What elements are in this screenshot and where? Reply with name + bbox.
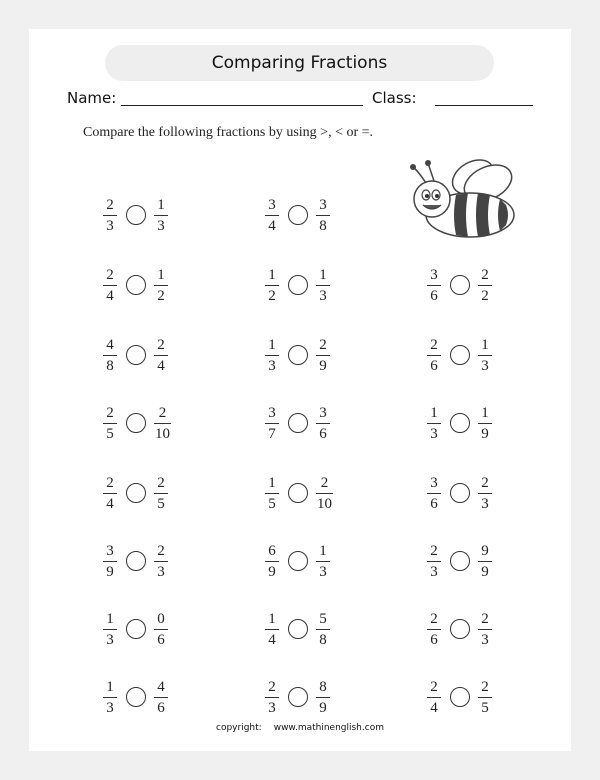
denominator: 3 [481, 357, 489, 374]
numerator: 3 [268, 196, 276, 213]
comparison-problem [103, 539, 203, 583]
right-fraction [478, 611, 492, 648]
numerator: 2 [430, 678, 438, 695]
fraction-bar [103, 355, 117, 356]
answer-circle[interactable] [450, 483, 470, 503]
answer-circle[interactable] [288, 205, 308, 225]
answer-circle[interactable] [126, 345, 146, 365]
numerator: 2 [268, 678, 276, 695]
numerator: 2 [106, 404, 114, 421]
fraction-bar [316, 285, 330, 286]
answer-circle[interactable] [288, 619, 308, 639]
left-fraction [427, 337, 441, 374]
denominator: 10 [155, 425, 170, 442]
numerator: 2 [106, 196, 114, 213]
numerator: 4 [157, 678, 165, 695]
left-fraction [427, 405, 441, 442]
fraction-bar [478, 423, 492, 424]
right-fraction [316, 679, 330, 716]
comparison-problem [103, 401, 203, 445]
numerator: 1 [430, 404, 438, 421]
denominator: 3 [319, 563, 327, 580]
numerator: 6 [268, 542, 276, 559]
denominator: 4 [268, 631, 276, 648]
comparison-problem [103, 263, 203, 307]
comparison-problem [103, 471, 203, 515]
right-fraction [478, 679, 492, 716]
numerator: 2 [430, 610, 438, 627]
worksheet-title [105, 45, 494, 81]
fraction-bar [316, 355, 330, 356]
answer-circle[interactable] [126, 275, 146, 295]
right-fraction [316, 337, 330, 374]
fraction-bar [103, 285, 117, 286]
left-fraction [265, 405, 279, 442]
comparison-problem [103, 333, 203, 377]
numerator: 2 [430, 542, 438, 559]
right-fraction [154, 475, 168, 512]
denominator: 3 [268, 357, 276, 374]
comparison-problem [265, 607, 365, 651]
comparison-problem [103, 607, 203, 651]
comparison-problem [427, 401, 527, 445]
answer-circle[interactable] [126, 205, 146, 225]
answer-circle[interactable] [126, 413, 146, 433]
denominator: 2 [268, 287, 276, 304]
numerator: 2 [320, 474, 329, 491]
comparison-problem [427, 675, 527, 719]
comparison-problem [265, 193, 365, 237]
answer-circle[interactable] [450, 687, 470, 707]
numerator: 2 [481, 266, 489, 283]
numerator: 2 [106, 266, 114, 283]
right-fraction [154, 543, 168, 580]
numerator: 2 [481, 678, 489, 695]
numerator: 2 [157, 542, 165, 559]
left-fraction [265, 679, 279, 716]
denominator: 3 [106, 217, 114, 234]
instruction-text: Compare the following fractions by using >, < or =. [83, 125, 374, 140]
numerator: 1 [268, 474, 276, 491]
fraction-bar [265, 629, 279, 630]
denominator: 5 [106, 425, 114, 442]
left-fraction [265, 267, 279, 304]
numerator: 1 [106, 678, 114, 695]
denominator: 9 [106, 563, 114, 580]
denominator: 9 [481, 563, 489, 580]
fraction-bar [427, 285, 441, 286]
fraction-bar [478, 493, 492, 494]
denominator: 9 [319, 357, 327, 374]
fraction-bar [154, 493, 168, 494]
left-fraction [427, 679, 441, 716]
fraction-bar [478, 561, 492, 562]
fraction-bar [427, 561, 441, 562]
fraction-bar [265, 493, 279, 494]
right-fraction [154, 611, 168, 648]
denominator: 5 [481, 699, 489, 716]
fraction-bar [154, 215, 168, 216]
denominator: 10 [317, 495, 332, 512]
numerator: 1 [268, 266, 276, 283]
fraction-bar [427, 629, 441, 630]
left-fraction [265, 337, 279, 374]
fraction-bar [103, 215, 117, 216]
left-fraction [103, 197, 117, 234]
comparison-problem [265, 471, 365, 515]
fraction-bar [427, 697, 441, 698]
numerator: 1 [319, 266, 327, 283]
left-fraction [427, 267, 441, 304]
answer-circle[interactable] [450, 619, 470, 639]
name-blank-line[interactable] [121, 105, 363, 106]
numerator: 2 [481, 610, 489, 627]
denominator: 5 [157, 495, 165, 512]
left-fraction [103, 679, 117, 716]
denominator: 9 [319, 699, 327, 716]
denominator: 3 [106, 631, 114, 648]
denominator: 3 [106, 699, 114, 716]
fraction-bar [103, 493, 117, 494]
fraction-bar [316, 423, 330, 424]
copyright-label: copyright: [216, 723, 262, 733]
numerator: 3 [430, 474, 438, 491]
answer-circle[interactable] [126, 619, 146, 639]
right-fraction [478, 475, 492, 512]
name-class-row [67, 89, 537, 111]
numerator: 5 [319, 610, 327, 627]
numerator: 9 [481, 542, 489, 559]
denominator: 8 [319, 631, 327, 648]
denominator: 3 [319, 287, 327, 304]
fraction-bar [154, 423, 171, 424]
fraction-bar [154, 697, 168, 698]
right-fraction [154, 267, 168, 304]
numerator: 2 [158, 404, 167, 421]
comparison-problem [103, 193, 203, 237]
numerator: 1 [268, 610, 276, 627]
denominator: 3 [481, 495, 489, 512]
numerator: 3 [319, 196, 327, 213]
left-fraction [265, 197, 279, 234]
numerator: 3 [430, 266, 438, 283]
answer-circle[interactable] [450, 275, 470, 295]
numerator: 2 [157, 474, 165, 491]
left-fraction [103, 337, 117, 374]
left-fraction [265, 475, 279, 512]
denominator: 3 [157, 217, 165, 234]
name-label: Name: [67, 89, 117, 107]
answer-circle[interactable] [288, 413, 308, 433]
numerator: 3 [106, 542, 114, 559]
fraction-bar [265, 355, 279, 356]
fraction-bar [103, 697, 117, 698]
denominator: 6 [157, 631, 165, 648]
denominator: 7 [268, 425, 276, 442]
fraction-bar [316, 629, 330, 630]
denominator: 3 [430, 563, 438, 580]
left-fraction [265, 543, 279, 580]
comparison-problem [265, 263, 365, 307]
fraction-bar [154, 355, 168, 356]
comparison-problem [427, 333, 527, 377]
right-fraction [154, 679, 168, 716]
fraction-bar [103, 629, 117, 630]
denominator: 4 [106, 495, 114, 512]
worksheet [29, 29, 571, 751]
fraction-bar [427, 423, 441, 424]
numerator: 1 [481, 336, 489, 353]
fraction-bar [316, 215, 330, 216]
fraction-bar [265, 561, 279, 562]
right-fraction [478, 405, 492, 442]
left-fraction [103, 475, 117, 512]
denominator: 4 [430, 699, 438, 716]
numerator: 3 [319, 404, 327, 421]
left-fraction [103, 543, 117, 580]
numerator: 1 [157, 266, 165, 283]
denominator: 3 [268, 699, 276, 716]
class-label: Class: [372, 89, 417, 107]
comparison-problem [265, 675, 365, 719]
right-fraction [316, 543, 330, 580]
denominator: 4 [268, 217, 276, 234]
comparison-problem [265, 539, 365, 583]
denominator: 3 [481, 631, 489, 648]
numerator: 2 [481, 474, 489, 491]
right-fraction [316, 405, 330, 442]
denominator: 4 [106, 287, 114, 304]
comparison-problem [103, 675, 203, 719]
fraction-bar [154, 561, 168, 562]
fraction-bar [103, 423, 117, 424]
comparison-problem [265, 401, 365, 445]
denominator: 8 [319, 217, 327, 234]
comparison-problem [427, 263, 527, 307]
fraction-bar [427, 493, 441, 494]
denominator: 9 [268, 563, 276, 580]
numerator: 1 [157, 196, 165, 213]
class-blank-line[interactable] [435, 105, 533, 106]
left-fraction [427, 611, 441, 648]
denominator: 6 [157, 699, 165, 716]
fraction-bar [265, 285, 279, 286]
denominator: 3 [430, 425, 438, 442]
right-fraction [478, 543, 492, 580]
fraction-bar [265, 215, 279, 216]
fraction-bar [478, 285, 492, 286]
copyright-site: www.mathinenglish.com [273, 723, 384, 733]
right-fraction [478, 337, 492, 374]
answer-circle[interactable] [126, 551, 146, 571]
fraction-bar [103, 561, 117, 562]
title-text: Comparing Fractions [211, 53, 388, 73]
denominator: 6 [319, 425, 327, 442]
fraction-bar [478, 697, 492, 698]
numerator: 1 [268, 336, 276, 353]
answer-circle[interactable] [126, 687, 146, 707]
right-fraction [478, 267, 492, 304]
left-fraction [265, 611, 279, 648]
numerator: 1 [319, 542, 327, 559]
denominator: 2 [481, 287, 489, 304]
numerator: 2 [106, 474, 114, 491]
fraction-bar [427, 355, 441, 356]
denominator: 8 [106, 357, 114, 374]
numerator: 2 [157, 336, 165, 353]
numerator: 2 [319, 336, 327, 353]
answer-circle[interactable] [126, 483, 146, 503]
answer-circle[interactable] [450, 413, 470, 433]
fraction-bar [265, 423, 279, 424]
answer-circle[interactable] [288, 551, 308, 571]
answer-circle[interactable] [450, 551, 470, 571]
right-fraction [154, 337, 168, 374]
fraction-bar [478, 355, 492, 356]
fraction-bar [154, 629, 168, 630]
right-fraction [316, 475, 333, 512]
answer-circle[interactable] [288, 687, 308, 707]
answer-circle[interactable] [288, 345, 308, 365]
numerator: 3 [268, 404, 276, 421]
denominator: 3 [157, 563, 165, 580]
comparison-problem [427, 607, 527, 651]
bee-icon [408, 153, 520, 245]
fraction-bar [265, 697, 279, 698]
denominator: 2 [157, 287, 165, 304]
numerator: 8 [319, 678, 327, 695]
answer-circle[interactable] [288, 483, 308, 503]
numerator: 1 [481, 404, 489, 421]
numerator: 2 [430, 336, 438, 353]
right-fraction [154, 405, 171, 442]
fraction-bar [478, 629, 492, 630]
fraction-bar [316, 493, 333, 494]
answer-circle[interactable] [288, 275, 308, 295]
comparison-problem [427, 471, 527, 515]
answer-circle[interactable] [450, 345, 470, 365]
denominator: 4 [157, 357, 165, 374]
denominator: 6 [430, 357, 438, 374]
numerator: 0 [157, 610, 165, 627]
left-fraction [103, 611, 117, 648]
right-fraction [316, 267, 330, 304]
denominator: 6 [430, 631, 438, 648]
fraction-bar [316, 561, 330, 562]
right-fraction [154, 197, 168, 234]
copyright-footer [29, 723, 571, 733]
comparison-problem [265, 333, 365, 377]
left-fraction [427, 543, 441, 580]
denominator: 9 [481, 425, 489, 442]
comparison-problem [427, 539, 527, 583]
fraction-bar [316, 697, 330, 698]
right-fraction [316, 611, 330, 648]
left-fraction [103, 267, 117, 304]
right-fraction [316, 197, 330, 234]
fraction-bar [154, 285, 168, 286]
denominator: 6 [430, 495, 438, 512]
numerator: 4 [106, 336, 114, 353]
numerator: 1 [106, 610, 114, 627]
denominator: 6 [430, 287, 438, 304]
left-fraction [427, 475, 441, 512]
left-fraction [103, 405, 117, 442]
denominator: 5 [268, 495, 276, 512]
